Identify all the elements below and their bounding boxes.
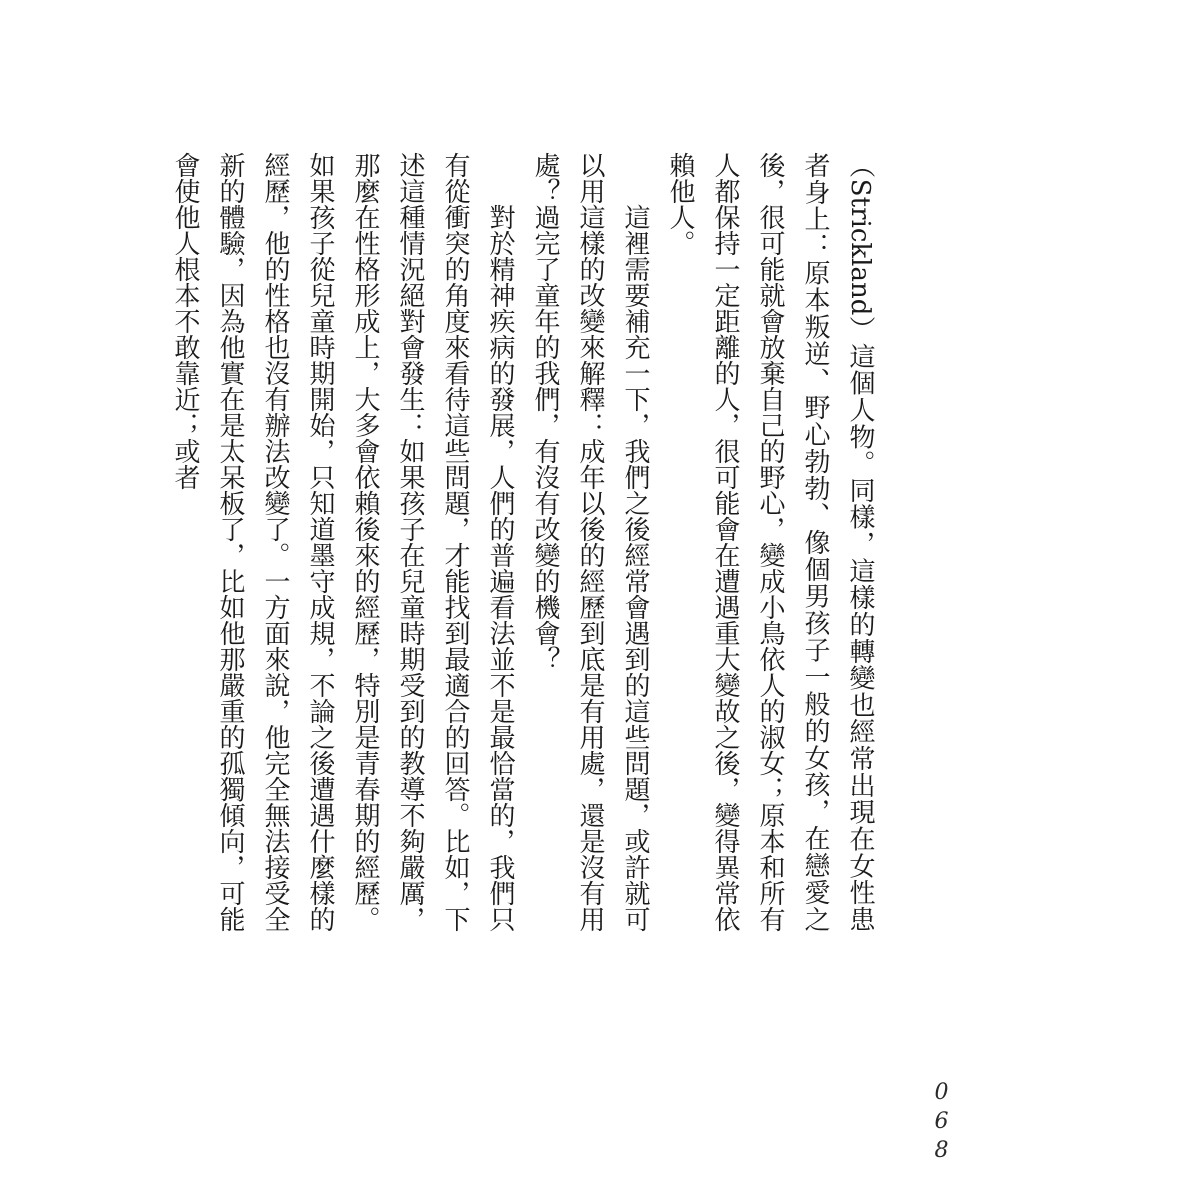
paragraph-2: 這裡需要補充一下，我們之後經常會遇到的這些問題，或許就可以用這樣的改變來解釋：成年以後的經歷到底是有用處，還是沒有用處？過完了童年的我們，有沒有改變的機會？ bbox=[530, 152, 650, 932]
body-text bbox=[162, 152, 882, 932]
page-number: 068 bbox=[929, 1080, 954, 1167]
paragraph-3: 對於精神疾病的發展，人們的普遍看法並不是最恰當的，我們只有從衝突的角度來看待這些問題，才能找到最適合的回答。比如，下述這種情況絕對會發生：如果孩子在兒童時期受到的教導不夠嚴厲，那麼在性格形成上，大多會依賴後來的經歷，特別是青春期的經歷。如果孩子從兒童時期開始，只知道墨守成規，不論之後遭遇什麼樣的經歷，他的性格也沒有辦法改變了。一方面來說，他完全無法接受全新的體驗，因為他實在是太呆板了，比如他那嚴重的孤獨傾向，可能會使他人根本不敢靠近；或者 bbox=[170, 152, 515, 932]
paragraph-1: （Strickland）這個人物。同樣，這樣的轉變也經常出現在女性患者身上：原本叛逆、野心勃勃、像個男孩子一般的女孩，在戀愛之後，很可能就會放棄自己的野心，變成小鳥依人的淑女；原本和所有人都保持一定距離的人，很可能會在遭遇重大變故之後，變得異常依賴他人。 bbox=[665, 152, 875, 932]
